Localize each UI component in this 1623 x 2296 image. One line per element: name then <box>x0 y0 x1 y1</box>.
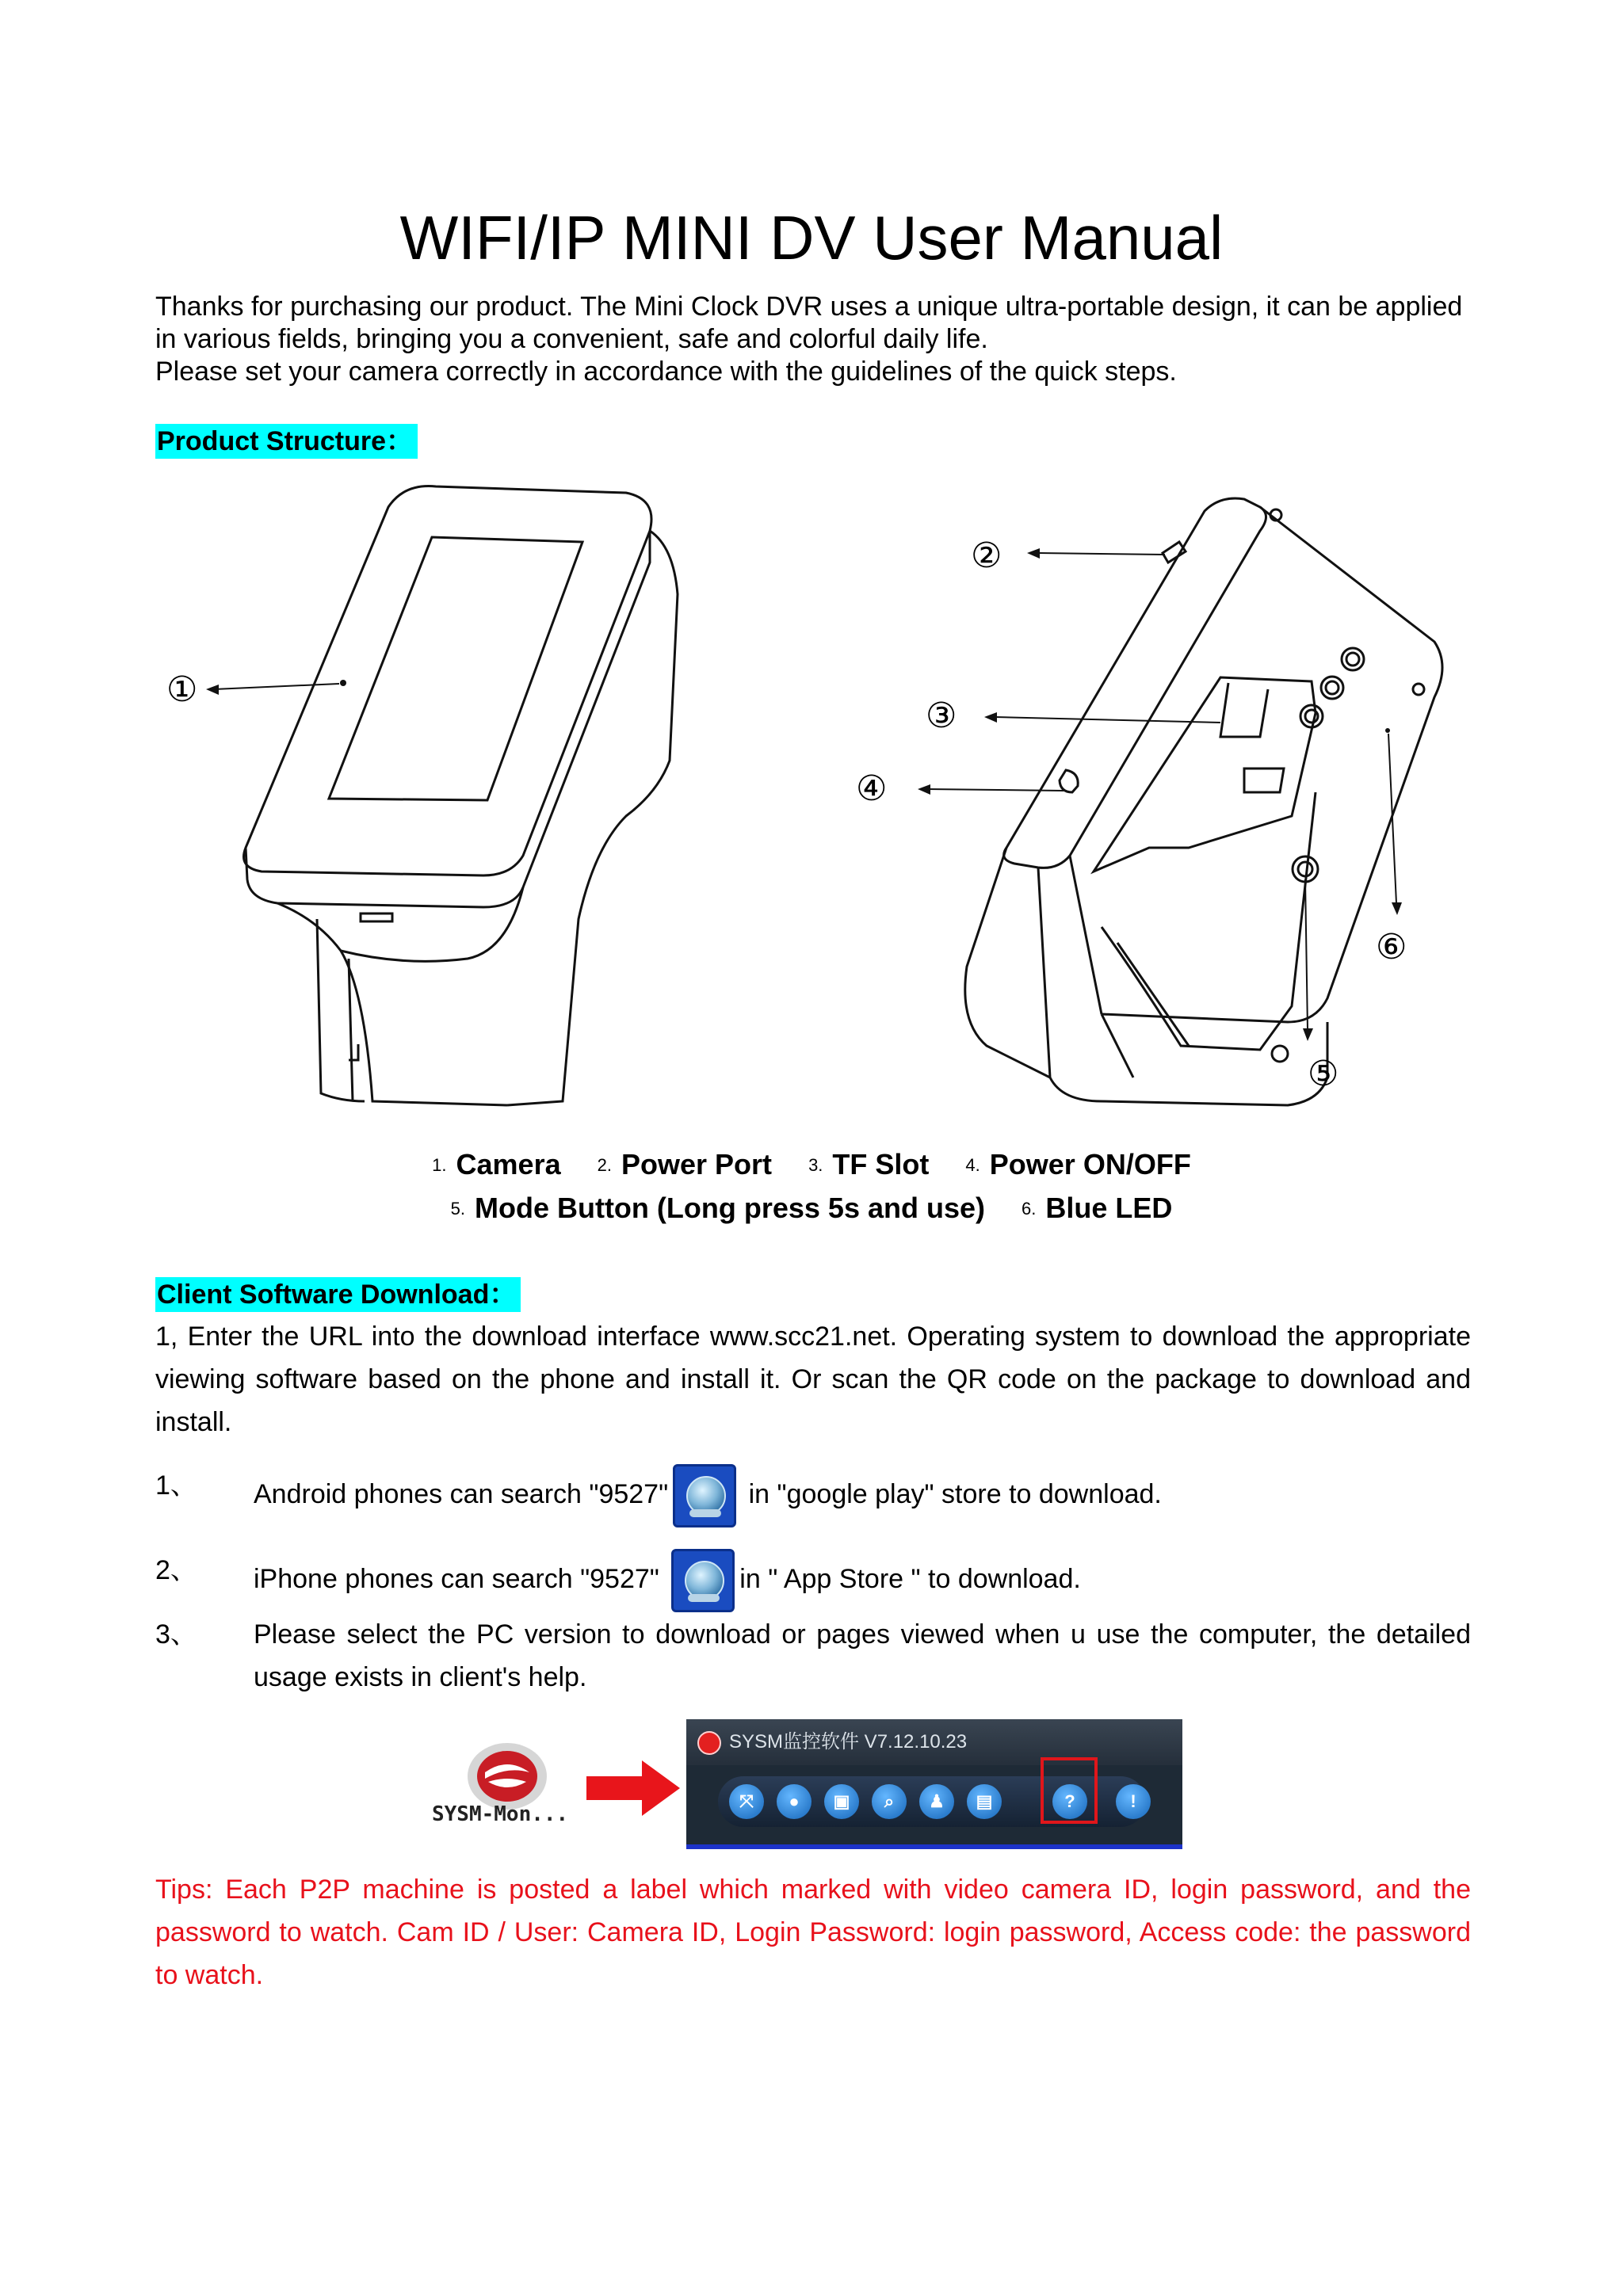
callout-4: ④ <box>856 769 888 809</box>
red-arrow-icon <box>586 1760 682 1816</box>
list-text: Android phones can search "9527" in "google play" store to download. <box>254 1464 1471 1527</box>
device-front-illustration <box>151 475 705 1125</box>
tips-text: Tips: Each P2P machine is posted a label which marked with video camera ID, login password, and the password to watch. Cam ID / User: Camera ID, Login Password: login password, Access code: the password to watch. <box>155 1875 1471 1990</box>
record-button-icon[interactable]: ● <box>777 1784 812 1819</box>
list-text: Please select the PC version to download or pages viewed when u use the computer, the detailed usage exists in client's help. <box>254 1619 1471 1692</box>
callout-5: ⑤ <box>1308 1054 1339 1094</box>
structure-legend-row-1 <box>0 1147 1623 1183</box>
legend-item-blue-led: 6. Blue LED <box>1022 1192 1173 1224</box>
user-icon[interactable]: ♟ <box>919 1784 954 1819</box>
list-index: 3、 <box>155 1619 197 1650</box>
callout-6: ⑥ <box>1376 927 1407 967</box>
intro-paragraph-2: Please set your camera correctly in accordance with the guidelines of the quick steps. <box>155 357 1177 387</box>
search-icon[interactable]: ⌕ <box>872 1784 907 1819</box>
intro-text <box>155 291 1471 388</box>
structure-legend-row-2 <box>0 1191 1623 1226</box>
list-index: 1、 <box>155 1470 197 1501</box>
toolbar-titlebar <box>686 1719 1182 1765</box>
sysm-caption: SYSM-Mon... <box>432 1802 569 1826</box>
list-index: 2、 <box>155 1555 197 1585</box>
legend-item-power-port: 2. Power Port <box>597 1148 773 1180</box>
callout-2: ② <box>971 536 1002 576</box>
layout-icon[interactable]: ▤ <box>967 1784 1002 1819</box>
product-structure-heading: Product Structure： <box>155 424 418 459</box>
list-item-pc <box>155 1613 1471 1702</box>
snapshot-icon[interactable]: ▣ <box>824 1784 859 1819</box>
legend-item-tf-slot: 3. TF Slot <box>808 1148 930 1180</box>
client-download-heading: Client Software Download： <box>155 1277 521 1312</box>
list-text: iPhone phones can search "9527" in " App Store " to download. <box>254 1549 1471 1612</box>
sysm-toolbar-screenshot <box>686 1719 1182 1849</box>
toolbar-title: SYSM监控软件 V7.12.10.23 <box>729 1731 968 1753</box>
record-icon <box>697 1731 721 1755</box>
app-9527-icon <box>673 1464 736 1527</box>
device-back-illustration <box>848 475 1450 1125</box>
about-icon[interactable]: ! <box>1116 1784 1151 1819</box>
download-instructions: 1, Enter the URL into the download interface www.scc21.net. Operating system to download the appropriate viewing software based on the phone and install it. Or scan the QR code on the package to download and install. <box>155 1322 1471 1437</box>
callout-3: ③ <box>926 696 957 736</box>
callout-1: ① <box>166 669 198 710</box>
legend-item-camera: 1. Camera <box>432 1148 561 1180</box>
fullscreen-icon[interactable]: ⤧ <box>729 1784 764 1819</box>
page-title: WIFI/IP MINI DV User Manual <box>399 203 1224 273</box>
help-icon[interactable]: ? <box>1052 1784 1087 1819</box>
help-highlight-box <box>1041 1757 1098 1824</box>
app-9527-icon <box>671 1549 735 1612</box>
legend-item-power-switch: 4. Power ON/OFF <box>965 1148 1191 1180</box>
intro-paragraph-1: Thanks for purchasing our product. The Mini Clock DVR uses a unique ultra-portable design, it can be applied in various fields, bringing you a convenient, safe and colorful daily life. <box>155 292 1463 354</box>
legend-item-mode-button: 5. Mode Button (Long press 5s and use) <box>450 1192 985 1224</box>
